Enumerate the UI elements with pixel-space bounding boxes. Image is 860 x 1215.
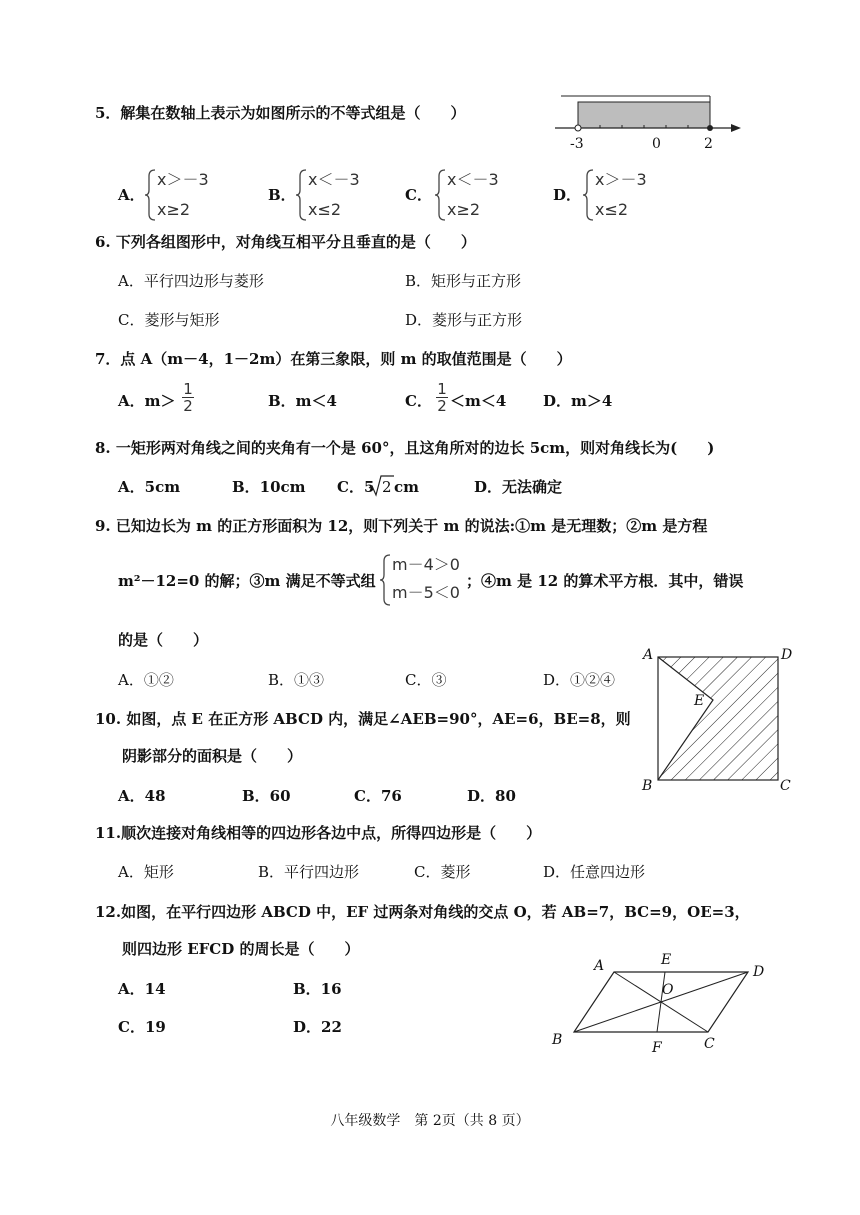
q12-option-a: A．14 bbox=[118, 980, 166, 998]
parallelogram-abcd-figure bbox=[548, 948, 773, 1060]
vertex-label-a: A bbox=[643, 647, 654, 663]
fraction-one-half bbox=[436, 381, 448, 414]
q12-option-d: D．22 bbox=[293, 1018, 342, 1036]
vertex-label-c: C bbox=[704, 1036, 715, 1052]
axis-tick-label: -3 bbox=[570, 136, 584, 152]
q9-line2-a: m²－12=0 的解；③m 满足不等式组 bbox=[118, 572, 376, 590]
fraction-numerator: 1 bbox=[183, 380, 193, 398]
q10-option-d: D．80 bbox=[467, 787, 516, 805]
q6-option-b: B．矩形与正方形 bbox=[405, 272, 522, 290]
q5-option-a-letter: A． bbox=[118, 186, 145, 204]
square-abcd-figure bbox=[638, 643, 798, 798]
q10-option-c: C．76 bbox=[354, 787, 402, 805]
inequality-line: x＜－3 bbox=[308, 170, 360, 189]
q5-option-a-system bbox=[145, 168, 235, 222]
q6-option-c: C．菱形与矩形 bbox=[118, 311, 220, 329]
axis-tick-label: 0 bbox=[652, 136, 661, 152]
page-footer: 八年级数学 第 2页（共 8 页） bbox=[330, 1113, 530, 1129]
q7-option-b: B．m＜4 bbox=[268, 392, 337, 410]
q5-option-c-system bbox=[435, 168, 525, 222]
q10-option-a: A．48 bbox=[118, 787, 166, 805]
inequality-line: m－5＜0 bbox=[392, 583, 460, 602]
vertex-label-b: B bbox=[642, 778, 653, 794]
q7-option-a: A．m＞ bbox=[118, 392, 176, 410]
q7-option-d: D．m＞4 bbox=[543, 392, 613, 410]
q9-inequality-system bbox=[380, 553, 480, 607]
inequality-line: m－4＞0 bbox=[392, 555, 460, 574]
q6-stem: 6. 下列各组图形中，对角线互相平分且垂直的是（ ） bbox=[95, 233, 476, 251]
q11-option-a: A．矩形 bbox=[118, 863, 174, 881]
q12-line1: 12.如图，在平行四边形 ABCD 中，EF 过两条对角线的交点 O，若 AB=7，BC=9，OE=3， bbox=[95, 903, 750, 921]
inequality-line: x＞－3 bbox=[157, 170, 209, 189]
q6-option-a: A．平行四边形与菱形 bbox=[118, 272, 264, 290]
inequality-line: x＞－3 bbox=[595, 170, 647, 189]
q9-line1: 9. 已知边长为 m 的正方形面积为 12，则下列关于 m 的说法:①m 是无理数；②m 是方程 bbox=[95, 517, 708, 535]
vertex-label-d: D bbox=[753, 964, 765, 980]
q5-option-b-system bbox=[296, 168, 386, 222]
q9-option-d: D．①②④ bbox=[543, 671, 616, 689]
number-line-figure bbox=[555, 92, 745, 154]
inequality-line: x≤2 bbox=[595, 200, 629, 219]
vertex-label-d: D bbox=[781, 647, 793, 663]
q10-line1: 10. 如图，点 E 在正方形 ABCD 内，满足∠AEB=90°，AE=6，BE=8，则 bbox=[95, 710, 631, 728]
q7-option-c-letter: C． bbox=[405, 392, 432, 410]
point-label-e: E bbox=[661, 952, 672, 968]
vertex-label-b: B bbox=[552, 1032, 563, 1048]
q6-option-d: D．菱形与正方形 bbox=[405, 311, 523, 329]
fraction-one-half bbox=[182, 381, 194, 414]
q8-stem: 8. 一矩形两对角线之间的夹角有一个是 60°，且这角所对的边长 5cm，则对角线长为( ) bbox=[95, 439, 715, 457]
q9-option-a: A．①② bbox=[118, 671, 174, 689]
q9-option-c: C．③ bbox=[405, 671, 447, 689]
q11-option-b: B．平行四边形 bbox=[258, 863, 360, 881]
vertex-label-c: C bbox=[780, 778, 791, 794]
fraction-denominator: 2 bbox=[437, 397, 447, 415]
q12-line2: 则四边形 EFCD 的周长是（ ） bbox=[122, 940, 360, 958]
fraction-numerator: 1 bbox=[437, 380, 447, 398]
inequality-line: x＜－3 bbox=[447, 170, 499, 189]
q8-option-d: D．无法确定 bbox=[474, 478, 563, 496]
inequality-line: x≥2 bbox=[157, 200, 191, 219]
radical-sign bbox=[368, 474, 394, 498]
q5-option-d-system bbox=[583, 168, 673, 222]
q10-option-b: B．60 bbox=[242, 787, 291, 805]
q12-option-c: C．19 bbox=[118, 1018, 166, 1036]
q9-option-b: B．①③ bbox=[268, 671, 325, 689]
axis-tick-label: 2 bbox=[704, 136, 713, 152]
q5-stem: 5．解集在数轴上表示为如图所示的不等式组是（ ） bbox=[95, 104, 466, 122]
q9-line2-b: ；④m 是 12 的算术平方根．其中，错误 bbox=[466, 572, 744, 590]
q7-option-c-rest: ＜m＜4 bbox=[450, 392, 507, 410]
fraction-denominator: 2 bbox=[183, 397, 193, 415]
q11-stem: 11.顺次连接对角线相等的四边形各边中点，所得四边形是（ ） bbox=[95, 824, 542, 842]
q8-option-c-prefix: C．5 bbox=[337, 478, 375, 496]
inequality-line: x≥2 bbox=[447, 200, 481, 219]
q5-option-b-letter: B． bbox=[268, 186, 296, 204]
point-label-e: E bbox=[694, 693, 705, 709]
radicand: 2 bbox=[382, 478, 392, 496]
vertex-label-a: A bbox=[594, 958, 605, 974]
q10-line2: 阴影部分的面积是（ ） bbox=[122, 747, 303, 765]
q8-option-a: A．5cm bbox=[118, 478, 181, 496]
q12-option-b: B．16 bbox=[293, 980, 342, 998]
q5-option-c-letter: C． bbox=[405, 186, 432, 204]
q11-option-c: C．菱形 bbox=[414, 863, 471, 881]
q5-option-d-letter: D． bbox=[553, 186, 582, 204]
point-label-f: F bbox=[652, 1040, 662, 1056]
q8-option-b: B．10cm bbox=[232, 478, 306, 496]
q7-stem: 7．点 A（m－4，1－2m）在第三象限，则 m 的取值范围是（ ） bbox=[95, 350, 572, 368]
q11-option-d: D．任意四边形 bbox=[543, 863, 646, 881]
q9-line3: 的是（ ） bbox=[118, 631, 209, 649]
inequality-line: x≤2 bbox=[308, 200, 342, 219]
q8-option-c-unit: cm bbox=[394, 478, 420, 496]
point-label-o: O bbox=[662, 982, 674, 998]
